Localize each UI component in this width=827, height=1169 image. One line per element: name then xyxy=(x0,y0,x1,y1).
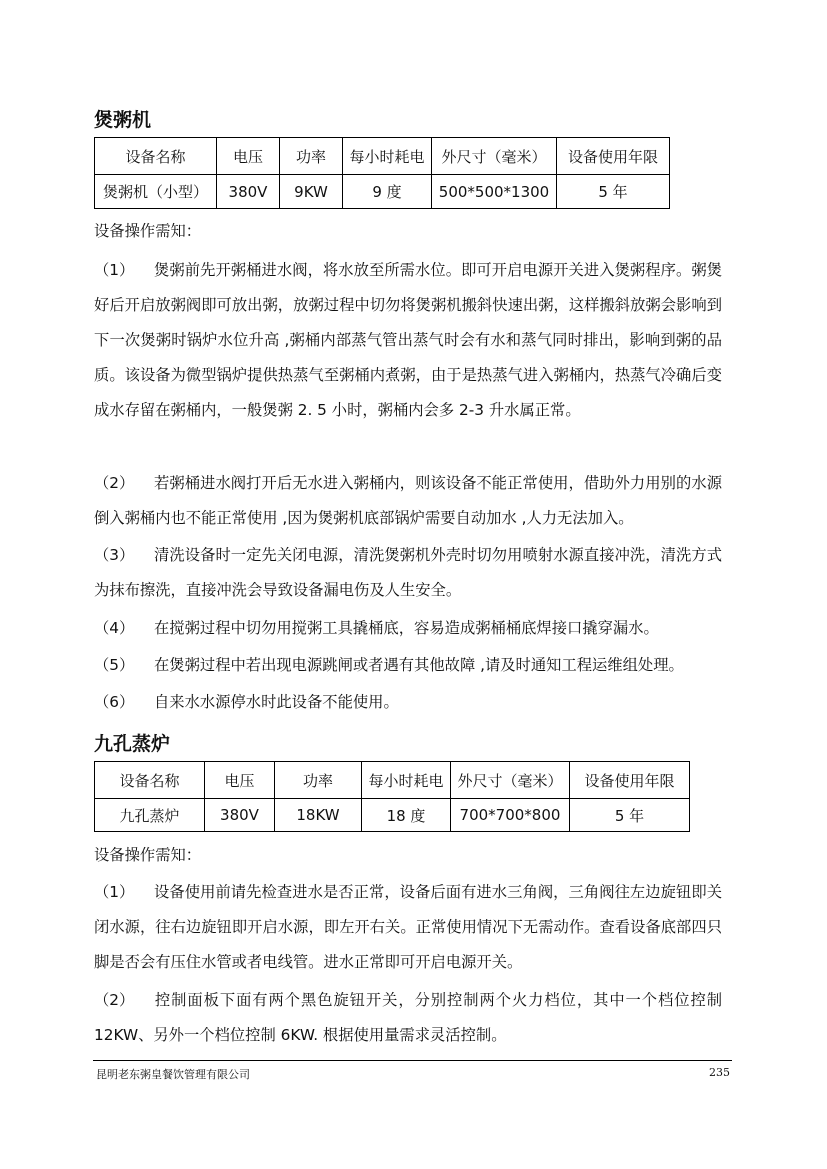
table-header-cell: 外尺寸（毫米） xyxy=(451,762,570,799)
instruction-text: 清洗设备时一定先关闭电源，清洗煲粥机外壳时切勿用喷射水源直接冲洗，清洗方式为抹布擦洗，直接冲洗会导致设备漏电伤及人生安全。 xyxy=(94,546,722,599)
instruction-text: 设备使用前请先检查进水是否正常，设备后面有进水三角阀，三角阀往左边旋钮即关闭水源，往右边旋钮即开启水源，即左开右关。正常使用情况下无需动作。查看设备底部四只脚是否会有压住水管或者电线管。进水正常即可开启电源开关。 xyxy=(94,883,722,971)
table-header-row xyxy=(95,762,690,799)
instruction-text: 自来水水源停水时此设备不能使用。 xyxy=(154,693,399,711)
section-title-congee-machine: 煲粥机 xyxy=(94,109,152,131)
instruction-item xyxy=(94,611,722,646)
table-cell: 煲粥机（小型） xyxy=(95,175,217,209)
table-cell: 18 度 xyxy=(362,799,451,832)
table-header-cell: 功率 xyxy=(280,138,343,175)
instruction-item xyxy=(94,875,722,980)
table-cell: 9 度 xyxy=(343,175,432,209)
table-header-cell: 设备使用年限 xyxy=(557,138,670,175)
table-cell: 9KW xyxy=(280,175,343,209)
instruction-item xyxy=(94,253,722,428)
table-cell: 700*700*800 xyxy=(451,799,570,832)
instruction-number: （1） xyxy=(94,261,135,279)
table-header-cell: 设备名称 xyxy=(95,762,205,799)
table-header-cell: 功率 xyxy=(275,762,362,799)
instruction-number: （2） xyxy=(94,474,135,492)
instruction-number: （4） xyxy=(94,619,135,637)
instruction-text: 在搅粥过程中切勿用搅粥工具撬桶底，容易造成粥桶桶底焊接口撬穿漏水。 xyxy=(154,619,659,637)
instruction-number: （5） xyxy=(94,656,135,674)
table-header-cell: 设备名称 xyxy=(95,138,217,175)
table-header-cell: 电压 xyxy=(217,138,280,175)
footer-company-name: 昆明老东粥皇餐饮管理有限公司 xyxy=(96,1068,250,1081)
table-header-cell: 电压 xyxy=(205,762,275,799)
table-cell: 380V xyxy=(205,799,275,832)
instruction-item xyxy=(94,466,722,536)
instruction-item xyxy=(94,648,722,683)
instruction-number: （2） xyxy=(94,991,135,1009)
notice-label: 设备操作需知： xyxy=(94,846,202,864)
spec-table-steamer xyxy=(94,761,690,832)
table-row xyxy=(95,175,670,209)
instruction-number: （6） xyxy=(94,693,135,711)
table-cell: 九孔蒸炉 xyxy=(95,799,205,832)
section-title-steamer: 九孔蒸炉 xyxy=(94,733,171,755)
instruction-text: 在煲粥过程中若出现电源跳闸或者遇有其他故障 ,请及时通知工程运维组处理。 xyxy=(154,656,684,674)
table-header-cell: 每小时耗电 xyxy=(362,762,451,799)
instruction-item xyxy=(94,983,722,1053)
footer-divider xyxy=(93,1060,732,1061)
table-cell: 500*500*1300 xyxy=(432,175,557,209)
table-cell: 5 年 xyxy=(557,175,670,209)
table-cell: 18KW xyxy=(275,799,362,832)
instruction-item xyxy=(94,538,722,608)
spec-table-congee-machine xyxy=(94,137,670,209)
table-cell: 5 年 xyxy=(570,799,690,832)
instruction-item xyxy=(94,685,722,720)
table-header-cell: 外尺寸（毫米） xyxy=(432,138,557,175)
notice-label: 设备操作需知： xyxy=(94,222,202,240)
table-header-cell: 设备使用年限 xyxy=(570,762,690,799)
table-header-row xyxy=(95,138,670,175)
instruction-number: （3） xyxy=(94,546,135,564)
table-row xyxy=(95,799,690,832)
page-number: 235 xyxy=(709,1066,730,1079)
instruction-text: 煲粥前先开粥桶进水阀，将水放至所需水位。即可开启电源开关进入煲粥程序。粥煲好后开启放粥阀即可放出粥，放粥过程中切勿将煲粥机搬斜快速出粥，这样搬斜放粥会影响到下一次煲粥时锅炉水位升高 ,粥桶内部蒸气管出蒸气时会有水和蒸气同时排出，影响到粥的品质。该设备为微型锅炉提供热蒸气至粥桶内煮粥，由于是热蒸气进入粥桶内，热蒸气冷确后变成水存留在粥桶内，一般煲粥 2. 5 小时，粥桶内会多 2-3 升水属正常。 xyxy=(94,261,722,419)
instruction-text: 若粥桶进水阀打开后无水进入粥桶内，则该设备不能正常使用，借助外力用别的水源倒入粥桶内也不能正常使用 ,因为煲粥机底部锅炉需要自动加水 ,人力无法加入。 xyxy=(94,474,722,527)
instruction-number: （1） xyxy=(94,883,135,901)
instruction-text: 控制面板下面有两个黑色旋钮开关，分别控制两个火力档位，其中一个档位控制 12KW、另外一个档位控制 6KW. 根据使用量需求灵活控制。 xyxy=(94,991,722,1044)
table-header-cell: 每小时耗电 xyxy=(343,138,432,175)
table-cell: 380V xyxy=(217,175,280,209)
